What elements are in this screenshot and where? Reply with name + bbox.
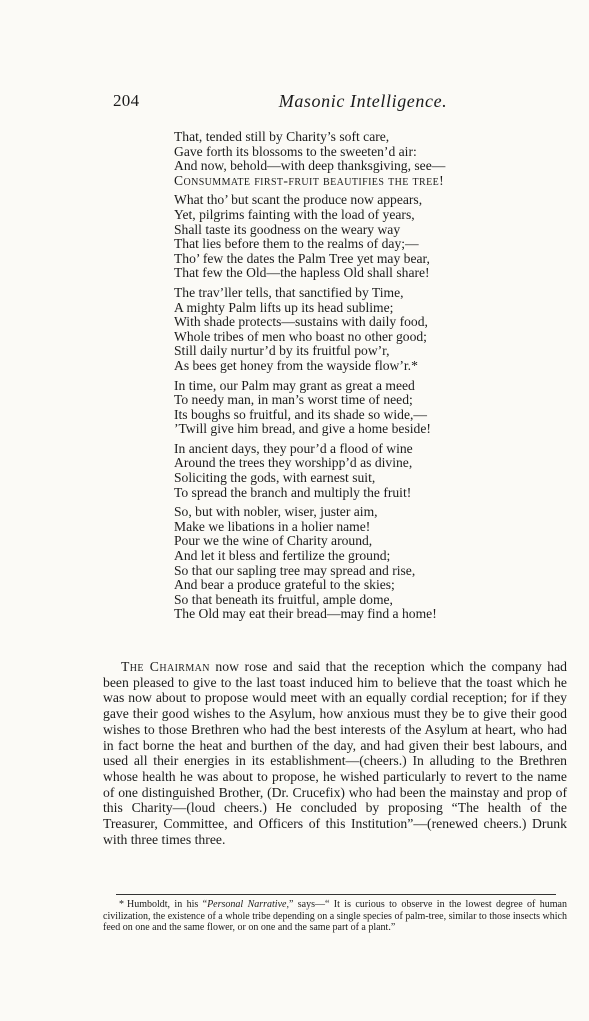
poem-line: Gave forth its blossoms to the sweeten’d air: (174, 143, 417, 159)
footnote (103, 899, 567, 934)
poem-line: Around the trees they worshipp’d as divine, (174, 455, 413, 471)
poem-line: So that our sapling tree may spread and rise, (174, 562, 416, 578)
footnote-divider (116, 894, 556, 895)
footnote-mark: * (119, 899, 124, 910)
poem-line: Consummate first-fruit beautifies the tree! (174, 172, 445, 188)
poem-line: In time, our Palm may grant as great a meed (174, 377, 415, 393)
poem-stanza (174, 193, 524, 281)
poem-line: Pour we the wine of Charity around, (174, 533, 373, 549)
poem-line: The trav’ller tells, that sanctified by Time, (174, 284, 404, 300)
running-title: Masonic Intelligence. (278, 91, 448, 111)
poem-line: And let it bless and fertilize the ground; (174, 548, 391, 564)
footnote-text-after: ” says—“ It is curious to observe in the lowest degree of human civilization, the existence of a whole tribe depending on a single species of palm-tree, similar to those insects which feed on one and the same flower, or on one and the same part of a plant.” (103, 899, 567, 934)
poem-line: Tho’ few the dates the Palm Tree yet may bear, (174, 250, 430, 266)
poem-stanza (174, 505, 524, 622)
poem-line: In ancient days, they pour’d a flood of wine (174, 440, 413, 456)
poem-line: Shall taste its goodness on the weary way (174, 221, 401, 237)
poem-line: Make we libations in a holier name! (174, 518, 371, 534)
poem-line: Whole tribes of men who boast no other good; (174, 328, 427, 344)
poem-line: That few the Old—the hapless Old shall share! (174, 265, 430, 281)
page-number: 204 (113, 91, 140, 110)
speech-paragraph (103, 659, 567, 847)
poem-stanza (174, 379, 524, 437)
poem (174, 130, 524, 627)
poem-line: So that beneath its fruitful, ample dome, (174, 591, 393, 607)
speaker-name: The Chairman (121, 659, 210, 674)
poem-line: To needy man, in man’s worst time of need; (174, 392, 413, 408)
poem-line: That lies before them to the realms of day;— (174, 236, 419, 252)
poem-line: And now, behold—with deep thanksgiving, see— (174, 158, 446, 174)
poem-line: Soliciting the gods, with earnest suit, (174, 470, 376, 486)
poem-line: What tho’ but scant the produce now appears, (174, 192, 423, 208)
poem-line: And bear a produce grateful to the skies; (174, 577, 395, 593)
poem-line: To spread the branch and multiply the fruit! (174, 484, 412, 500)
poem-line: That, tended still by Charity’s soft care, (174, 129, 390, 144)
poem-line: The Old may eat their bread—may find a home! (174, 606, 437, 622)
poem-stanza (174, 286, 524, 374)
speech-text: now rose and said that the reception which the company had been pleased to give to the last toast induced him to believe that the toast which he was now about to propose would meet with an equally cordial reception; for if they gave their good wishes to the Asylum, how anxious must they be to give their good wishes to those Brethren who had the best interests of the Asylum at heart, who had in fact borne the heat and burthen of the day, and had given their best labours, and used all their energies in its establishment—(cheers.) In alluding to the Brethren whose health he was about to propose, he wished particularly to revert to the name of one distinguished Brother, (Dr. Crucefix) who had been the mainstay and prop of this Charity—(loud cheers.) He concluded by proposing “The health of the Treasurer, Committee, and Officers of this Institution”—(renewed cheers.) Drunk with three times three. (103, 659, 567, 847)
poem-line: Its boughs so fruitful, and its shade so wide,— (174, 406, 427, 422)
footnote-text-before: Humboldt, in his “ (127, 899, 208, 910)
poem-stanza (174, 130, 524, 188)
poem-line: As bees get honey from the wayside flow’r.* (174, 357, 418, 373)
running-header (113, 91, 568, 113)
poem-line: A mighty Palm lifts up its head sublime; (174, 299, 394, 315)
poem-line: ’Twill give him bread, and give a home beside! (174, 421, 431, 437)
poem-line: Still daily nurtur’d by its fruitful pow’r, (174, 343, 390, 359)
poem-stanza (174, 442, 524, 500)
poem-line: So, but with nobler, wiser, juster aim, (174, 504, 378, 520)
poem-line: With shade protects—sustains with daily food, (174, 314, 428, 330)
footnote-cited-title: Personal Narrative, (207, 899, 289, 910)
poem-line: Yet, pilgrims fainting with the load of years, (174, 206, 415, 222)
